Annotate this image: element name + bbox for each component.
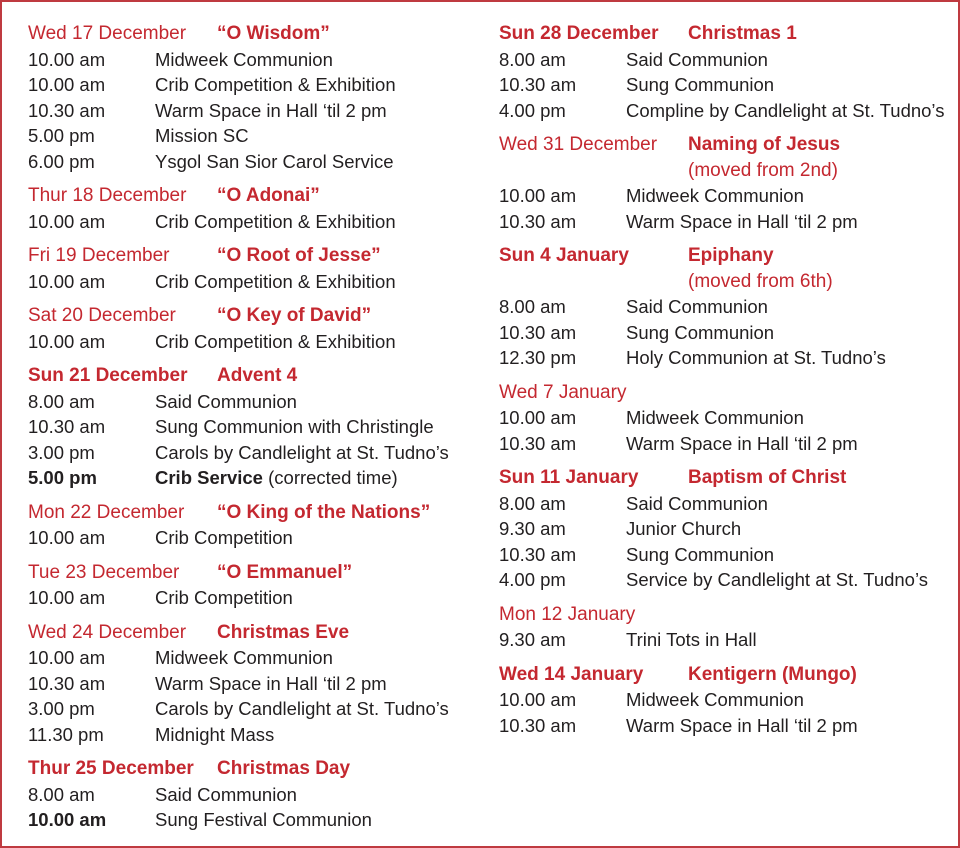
event-title: Naming of Jesus — [688, 134, 841, 155]
event-time: 4.00 pm — [499, 569, 566, 590]
event-rows — [499, 183, 958, 234]
event-date: Tue 23 December — [28, 561, 180, 583]
event-row — [28, 465, 499, 491]
event-block — [28, 363, 499, 491]
event-block — [28, 620, 499, 748]
event-desc: Sung Communion — [626, 321, 775, 343]
event-title: Kentigern (Mungo) — [688, 663, 857, 685]
event-desc: Said Communion — [155, 783, 297, 805]
event-title: “O King of the Nations” — [217, 501, 431, 523]
event-row — [28, 782, 499, 808]
event-row — [28, 807, 499, 833]
event-block — [499, 602, 958, 653]
event-row — [28, 209, 499, 235]
event-date: Mon 12 January — [499, 603, 636, 625]
event-desc: Service by Candlelight at St. Tudno’s — [626, 569, 928, 590]
event-time: 10.30 am — [28, 672, 106, 694]
event-date: Mon 22 December — [28, 501, 185, 523]
event-time: 5.00 pm — [28, 467, 97, 488]
event-row — [499, 567, 958, 593]
event-time: 10.30 am — [28, 99, 106, 121]
event-time: 6.00 pm — [28, 150, 95, 172]
event-row — [28, 123, 499, 149]
event-time: 10.00 am — [28, 647, 106, 668]
event-time: 10.00 am — [499, 407, 577, 428]
event-desc: Junior Church — [626, 518, 742, 539]
event-desc: Midnight Mass — [155, 723, 275, 745]
event-row — [499, 405, 958, 431]
event-date: Fri 19 December — [28, 245, 170, 266]
event-block — [28, 756, 499, 833]
event-time: 8.00 am — [499, 48, 566, 70]
event-time: 10.00 am — [28, 527, 106, 548]
event-time: 10.00 am — [499, 689, 577, 710]
event-desc: Said Communion — [626, 492, 768, 514]
event-desc: Sung Communion — [626, 543, 775, 565]
event-desc: Warm Space in Hall ‘til 2 pm — [155, 672, 387, 694]
event-row — [28, 72, 499, 98]
event-block — [499, 465, 958, 593]
event-desc: Sung Communion — [626, 74, 775, 95]
event-date: Sat 20 December — [28, 305, 176, 326]
event-subtitle: (moved from 2nd) — [688, 159, 838, 181]
event-rows — [499, 491, 958, 593]
event-row — [499, 183, 958, 209]
event-rows — [28, 47, 499, 175]
schedule-column-left — [28, 21, 499, 846]
event-desc: Warm Space in Hall ‘til 2 pm — [155, 99, 387, 121]
event-row — [28, 98, 499, 124]
event-block — [28, 243, 499, 294]
event-title: “O Emmanuel” — [217, 561, 353, 583]
event-time: 10.00 am — [28, 587, 106, 608]
event-rows — [499, 687, 958, 738]
event-title: “O Key of David” — [217, 305, 372, 326]
event-time: 4.00 pm — [499, 99, 566, 121]
event-header — [499, 243, 958, 269]
event-title: “O Adonai” — [217, 185, 320, 206]
event-desc: Carols by Candlelight at St. Tudno’s — [155, 441, 449, 463]
event-header — [28, 243, 499, 269]
event-header — [499, 132, 958, 158]
event-block — [499, 243, 958, 371]
event-row — [499, 627, 958, 653]
event-desc: Midweek Communion — [626, 185, 804, 206]
event-date: Sun 28 December — [499, 23, 659, 44]
event-row — [28, 585, 499, 611]
event-desc: Sung Communion with Christingle — [155, 416, 434, 437]
event-title: Epiphany — [688, 245, 774, 266]
event-block — [499, 380, 958, 457]
event-date: Wed 7 January — [499, 381, 627, 403]
event-rows — [28, 269, 499, 295]
event-rows — [28, 585, 499, 611]
event-block — [28, 303, 499, 354]
event-header — [28, 183, 499, 209]
event-desc: Crib Service — [155, 467, 263, 488]
event-desc: Midweek Communion — [626, 407, 804, 428]
event-row — [28, 722, 499, 748]
event-row — [28, 671, 499, 697]
event-desc: Crib Competition & Exhibition — [155, 74, 396, 95]
event-desc: Crib Competition & Exhibition — [155, 330, 396, 352]
event-rows — [28, 209, 499, 235]
event-header — [28, 500, 499, 526]
event-row — [499, 431, 958, 457]
event-desc: Compline by Candlelight at St. Tudno’s — [626, 99, 945, 121]
event-rows — [28, 645, 499, 747]
schedule-column-right — [499, 21, 958, 846]
event-row — [499, 687, 958, 713]
event-desc: Midweek Communion — [155, 48, 333, 70]
event-date: Wed 17 December — [28, 23, 187, 44]
event-title: Christmas Eve — [217, 621, 350, 643]
event-row — [499, 47, 958, 73]
event-time: 11.30 pm — [28, 723, 104, 745]
event-desc: Said Communion — [626, 48, 768, 70]
event-time: 10.30 am — [499, 543, 577, 565]
event-row — [499, 72, 958, 98]
event-time: 10.00 am — [28, 48, 106, 70]
event-row — [28, 525, 499, 551]
event-header — [499, 380, 958, 406]
event-desc: Mission SC — [155, 125, 249, 146]
event-date: Wed 14 January — [499, 663, 644, 685]
event-row — [499, 491, 958, 517]
event-rows — [28, 525, 499, 551]
event-block — [499, 132, 958, 234]
event-header — [28, 620, 499, 646]
event-desc: Said Communion — [155, 390, 297, 412]
event-title: “O Wisdom” — [217, 23, 330, 44]
event-time: 10.30 am — [499, 74, 577, 95]
event-date: Wed 24 December — [28, 621, 187, 643]
event-block — [28, 21, 499, 174]
event-header — [28, 303, 499, 329]
event-row — [499, 713, 958, 739]
event-time: 10.30 am — [28, 416, 106, 437]
event-time: 10.30 am — [499, 210, 577, 232]
event-date: Sun 21 December — [28, 365, 188, 386]
event-block — [499, 662, 958, 739]
event-row — [28, 389, 499, 415]
event-time: 8.00 am — [499, 296, 566, 317]
event-row — [28, 149, 499, 175]
event-rows — [499, 627, 958, 653]
event-header — [28, 21, 499, 47]
event-header — [28, 363, 499, 389]
event-desc: Holy Communion at St. Tudno’s — [626, 347, 886, 368]
event-time: 10.30 am — [499, 432, 577, 454]
event-row — [28, 645, 499, 671]
event-date: Wed 31 December — [499, 134, 658, 155]
event-row — [28, 696, 499, 722]
event-header — [28, 756, 499, 782]
event-desc: Crib Competition & Exhibition — [155, 210, 396, 232]
event-time: 8.00 am — [499, 492, 566, 514]
event-desc: Warm Space in Hall ‘til 2 pm — [626, 714, 858, 736]
event-block — [28, 560, 499, 611]
event-desc: Midweek Communion — [155, 647, 333, 668]
event-desc: Crib Competition & Exhibition — [155, 270, 396, 292]
event-time: 5.00 pm — [28, 125, 95, 146]
event-desc: Trini Tots in Hall — [626, 629, 757, 650]
event-row — [28, 329, 499, 355]
event-date: Thur 18 December — [28, 185, 187, 206]
event-time: 10.00 am — [28, 330, 106, 352]
event-header — [499, 602, 958, 628]
event-time: 10.00 am — [499, 185, 577, 206]
event-row — [499, 516, 958, 542]
event-row — [28, 414, 499, 440]
event-block — [28, 183, 499, 234]
event-time: 12.30 pm — [499, 347, 577, 368]
event-row — [28, 440, 499, 466]
event-desc: Crib Competition — [155, 527, 293, 548]
event-desc: Ysgol San Sior Carol Service — [155, 150, 394, 172]
event-time: 3.00 pm — [28, 441, 95, 463]
event-subtitle: (moved from 6th) — [688, 270, 833, 292]
event-row — [499, 209, 958, 235]
event-date: Sun 11 January — [499, 467, 639, 488]
event-time: 9.30 am — [499, 629, 566, 650]
event-desc: Warm Space in Hall ‘til 2 pm — [626, 432, 858, 454]
event-desc: Sung Festival Communion — [155, 809, 372, 830]
event-time: 9.30 am — [499, 518, 566, 539]
event-desc: Crib Competition — [155, 587, 293, 608]
event-row — [499, 542, 958, 568]
event-desc: Said Communion — [626, 296, 768, 317]
event-title: Baptism of Christ — [688, 467, 847, 488]
event-rows — [28, 782, 499, 833]
event-rows — [499, 405, 958, 456]
event-time: 10.00 am — [28, 74, 106, 95]
event-desc: Warm Space in Hall ‘til 2 pm — [626, 210, 858, 232]
event-time: 8.00 am — [28, 783, 95, 805]
event-row — [499, 345, 958, 371]
event-header — [499, 465, 958, 491]
event-time: 8.00 am — [28, 390, 95, 412]
event-rows — [499, 47, 958, 124]
event-desc: Midweek Communion — [626, 689, 804, 710]
event-header — [499, 21, 958, 47]
event-desc: Carols by Candlelight at St. Tudno’s — [155, 698, 449, 719]
event-title: “O Root of Jesse” — [217, 245, 381, 266]
event-block — [499, 21, 958, 123]
event-row — [499, 320, 958, 346]
event-rows — [28, 389, 499, 491]
event-time: 10.00 am — [28, 809, 107, 830]
event-time: 3.00 pm — [28, 698, 95, 719]
event-row — [499, 98, 958, 124]
event-block — [28, 500, 499, 551]
event-title: Christmas 1 — [688, 23, 797, 44]
event-time: 10.30 am — [499, 714, 577, 736]
event-rows — [499, 294, 958, 371]
event-time: 10.00 am — [28, 210, 106, 232]
event-header — [499, 662, 958, 688]
event-time: 10.30 am — [499, 321, 577, 343]
event-note: (corrected time) — [262, 467, 398, 488]
event-title: Christmas Day — [217, 758, 351, 779]
event-title: Advent 4 — [217, 365, 298, 386]
event-date: Thur 25 December — [28, 758, 194, 779]
event-row — [28, 47, 499, 73]
event-rows — [28, 329, 499, 355]
event-date: Sun 4 January — [499, 245, 629, 266]
event-row — [499, 294, 958, 320]
event-row — [28, 269, 499, 295]
event-header — [28, 560, 499, 586]
event-time: 10.00 am — [28, 270, 106, 292]
